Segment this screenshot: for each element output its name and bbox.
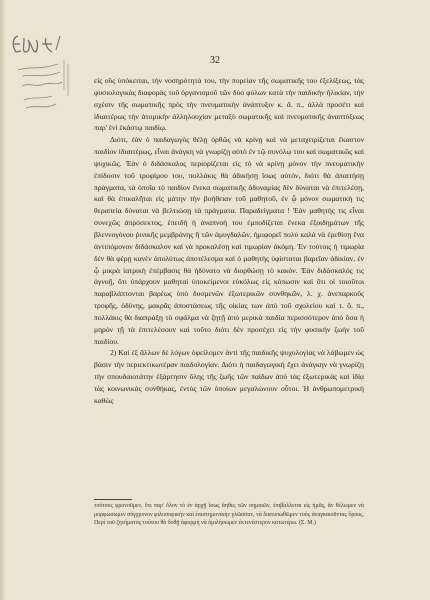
paragraph: 2) Καὶ ἐξ ἄλλων δὲ λόγων ὀφείλομεν ἀντὶ τῆς παιδικῆς ψυχολογίας νὰ λάβωμεν ὡς βάσιν τὴν περιεκτικωτέραν παιδολογίαν. Διότι ἡ παιδαγωγικὴ ἔχει ἀνάγκην νὰ γνωρίζῃ τὴν σπουδαιοτάτην ἐξάρτησιν ὅλης τῆς ζωῆς τῶν παίδων ἀπὸ τὰς ἐξωτερικὰς καὶ ἰδίᾳ τὰς κοινωνικὰς συνθήκας, ἐντὸς τῶν ὁποίων μεγαλώνουν οὗτοι. Ἡ ἀνθρωπομετρικὴ καθὼς: [94, 348, 364, 405]
scan-edge: [0, 0, 6, 600]
page-number: 32: [210, 55, 220, 66]
body-text: [94, 75, 364, 407]
paragraph: εἰς οὓς ὑπόκειται, τὴν νοσηρότητά του, τὴν πορείαν τῆς σωματικῆς του ἐξελίξεως, τὰς φυσιολογικὰς διαφορὰς τοῦ ὀργανισμοῦ τῶν δύο φύλων κατὰ τὴν παιδικὴν ἡλικίαν, τὴν σχέσιν τῆς σωματικῆς πρὸς τὴν πνευματικὴν ἀνάπτυξιν κ. ἄ. π., ἀλλὰ προσέτι καὶ ἰδιαιτέρως τὴν ἀτομικὴν ἀλληλουχίαν μεταξὺ σωματικῆς καὶ πνευματικῆς ἀναπτύξεως παρ' ἑνὶ ἑκάστῳ παιδίῳ.: [94, 76, 364, 133]
footnote-rule: [94, 499, 132, 500]
footnote-text: τούτους φρονοῦμεν, ὅτι παρ' ὅλον τὸ ἐν ἀρχῇ ἴσως ἄηθες τῶν σημαιῶν, ἐπιβάλλεται εἰς ἡμᾶς, ἂν θέλωμεν νὰ μορφώσωμεν σύγχρονον φιλοσοφικὴν καὶ ἐπιστημονικὴν γλῶσσαν, νὰ διατυπωθῶμεν τοὺς ἀναγκαιοῦντας ὅρους. Περὶ τοῦ ζητήματος τούτου θὰ δοθῇ ἀφορμὴ νὰ ὁμιλήσωμεν ἐκτενέστερον κατωτέρω. (Σ. Μ.): [94, 503, 364, 527]
paragraph: Διότι, ἐὰν ὁ παιδαγωγὸς θέλῃ ὀρθῶς νὰ κρίνῃ καὶ νὰ μεταχειρίζεται ἕκαστον παιδίον ἰδιαιτέρως, εἶναι ἀνάγκη νὰ γνωρίζῃ αὐτὸ ἐν τῷ συνόλῳ του καὶ σωματικῶς καὶ ψυχικῶς. Ἐὰν ὁ διδάσκαλος περιορίζεται εἰς τὸ νὰ κρίνῃ μόνον τὴν πνευματικὴν ἐπίδοσιν τοῦ τροφίμου του, πολλάκις θὰ ἀδικήσῃ ἴσως αὐτόν, διότι θὰ ἀπαιτήσῃ πράγματα, τὰ ὁποῖα τὸ παιδίον ἕνεκα σωματικῆς ἀδυναμίας δὲν δύναται νὰ ἐπιτελέσῃ, καὶ θὰ ἐπικαλῆται εἰς μάτην τὴν βοήθειαν τοῦ μαθητοῦ, ἐν ᾧ μόνον σωματικὴ τις θεραπεία δύναται νὰ βελτιώσῃ τὰ πράγματα. Παραδείγματα ! Ἐὰν μαθητής τις εἶναι συνεχῶς ἀπρόσεκτος, ἐπειδὴ ἡ ἀναπνοὴ του ἐμποδίζεται ἕνεκα ἐξοιδημάτων τῆς βλεννογόνου ῥινικῆς μεμβράνης ἢ τῶν ἀμυγδαλῶν, ἡμιφορεῖ πολὺ καλὰ νὰ ἐρεθίσῃ ἕνα ἀντιπόμονον διδάσκαλον καὶ νὰ προκαλέσῃ καὶ τιμωρίαν ἀκόμη. Ἐν τούτοις ἡ τιμωρία δὲν θὰ φέρῃ κανὲν ἀπολύτως ἀποτέλεσμα καὶ ὁ μαθητὴς ὑφίσταται βαρεῖαν ἀδικίαν, ἐν ᾧ μικρὰ ἰατρικὴ ἐπέμβασις θὰ ἠδύνατο νὰ διορθώσῃ τὸ κακόν. Ἐὰν διδάσκαλός τις ἀγνοῇ, ὅτι ὑπάρχουν μαθηταὶ ὑποκείμενοι εὐκόλως εἰς κόπωσιν καὶ ὅτι οἱ τοιοῦτοι παραβλάπτονται βαρέως ὑπὸ δυσμενῶν ἐξωτερικῶν συνθηκῶν, λ. χ. ἀνεπαρκοῦς τροφῆς, ὀδύνης, μακρᾶς ἀποστάσεως τῆς οἰκίας των ἀπὸ τοῦ σχολείου καὶ τ. ὅ. π., πολλάκις θὰ διαπράξῃ τὸ σφάλμα νὰ ζητῇ ἀπὸ μερικὰ παιδία περισσότερον ἀπὸ ὅσα ἡ μηρὸν τῇ τὰ ἐπιτελέσουν καὶ τοῦτο διότι δὲν προσέχει εἰς τὴν φυσικὴν ζωὴν τοῦ παιδίου.: [94, 135, 364, 346]
pencil-marginalia: [8, 30, 78, 130]
footnote: [94, 502, 364, 528]
